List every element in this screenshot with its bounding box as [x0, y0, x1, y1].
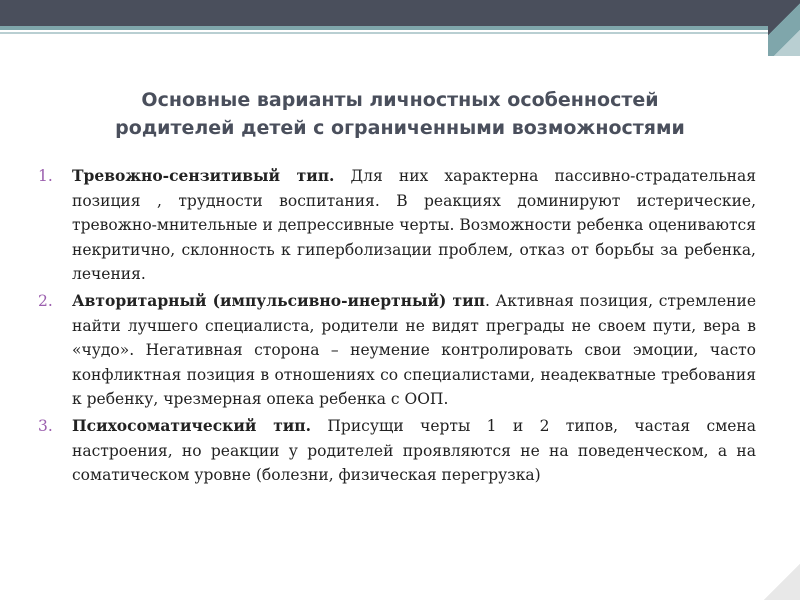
- list-item-text: Для них характерна пассивно-страдательная позиция , трудности воспитания. В реакциях доминируют истерические, тревожно-мнительные и депрессивные черты. Возможности ребенка оцениваются некритично, склонность к гиперболизации проблем, отказ от борьбы за ребенка, лечения.: [72, 167, 756, 284]
- list-item-number: 2.: [38, 291, 53, 310]
- top-band: [0, 0, 800, 26]
- slide-title: [40, 86, 760, 142]
- list-item-lead: Авторитарный (импульсивно-инертный) тип: [72, 290, 485, 310]
- list-item-lead: Тревожно-сензитивый тип.: [72, 166, 335, 185]
- list-item: [38, 164, 756, 287]
- list-item: [38, 414, 756, 488]
- accent-line: [0, 26, 800, 30]
- list-item-number: 1.: [38, 167, 53, 185]
- list-item: [38, 289, 757, 412]
- accent-line-secondary: [0, 32, 800, 34]
- list-item-text: Присущи черты 1 и 2 типов, частая смена настроения, но реакции у родителей проявляются не на поведенческом, а на соматическом уровне (болезни, физическая перегрузка): [72, 416, 756, 485]
- types-list: [38, 164, 757, 490]
- list-item-lead: Психосоматический тип.: [72, 415, 312, 435]
- corner-accent: [768, 0, 800, 56]
- page-curl-corner: [764, 564, 800, 600]
- slide-title-line-1: Основные варианты личностных особенностей: [141, 89, 659, 111]
- slide-title-line-2: родителей детей с ограниченными возможностями: [115, 117, 685, 139]
- list-item-text: . Активная позиция, стремление найти лучшего специалиста, родители не видят преграды не своем пути, вера в «чудо». Негативная сторона – неумение контролировать свои эмоции, часто конфликтная позиция в отношениях со специалистами, неадекватные требования к ребенку, чрезмерная опека ребенка с ООП.: [72, 291, 757, 409]
- list-item-number: 3.: [38, 416, 53, 435]
